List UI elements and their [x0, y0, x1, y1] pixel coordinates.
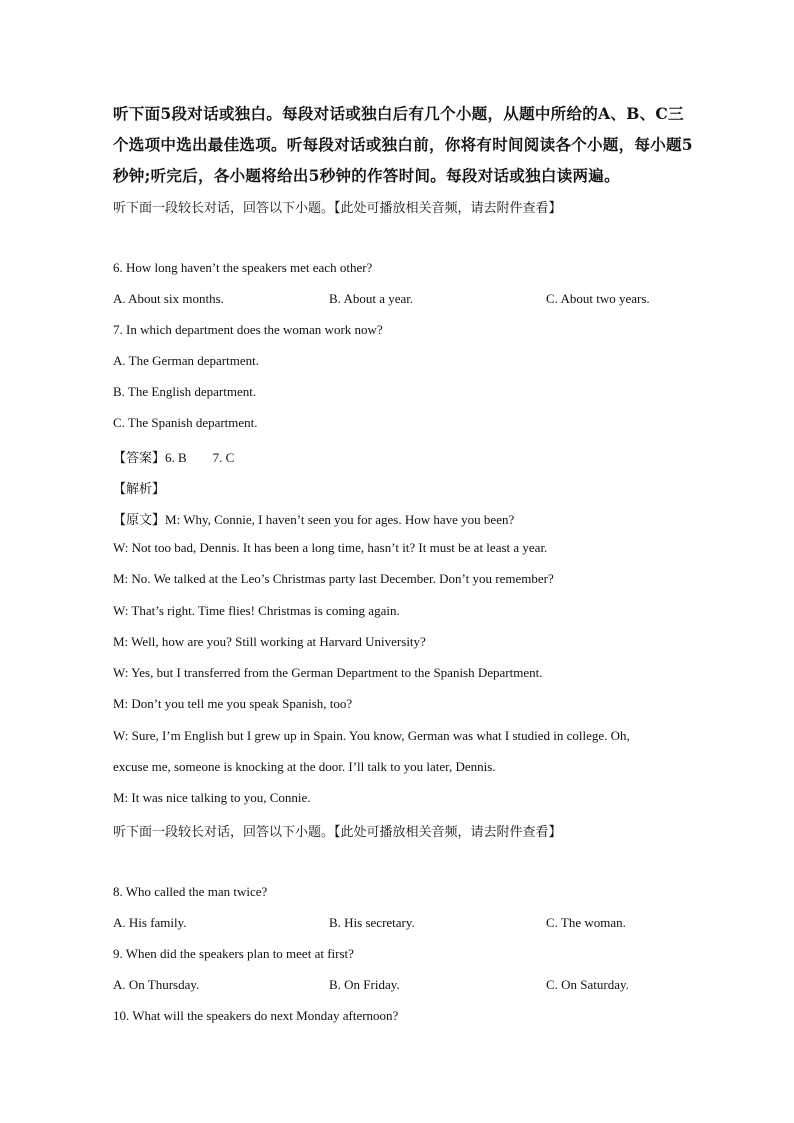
q9-option-c: C. On Saturday.: [546, 977, 629, 992]
transcript-line-2: W: Not too bad, Dennis. It has been a long time, hasn’t it? It must be at least a year.: [113, 540, 548, 555]
question-7: 7. In which department does the woman work now?: [113, 322, 383, 337]
q9-option-a: A. On Thursday.: [113, 977, 200, 992]
q8-option-a: A. His family.: [113, 915, 187, 930]
q6-option-b: B. About a year.: [329, 291, 414, 306]
question-8: 8. Who called the man twice?: [113, 884, 268, 899]
q7-option-c: C. The Spanish department.: [113, 415, 258, 430]
transcript-line-1: [113, 509, 514, 528]
answer-label: 【答案】: [113, 451, 166, 466]
q8-option-b: B. His secretary.: [329, 915, 415, 930]
q8-option-c: C. The woman.: [546, 915, 626, 930]
answer-values: 6. B 7. C: [165, 450, 235, 465]
listening-instructions: 听下面5段对话或独白。每段对话或独白后有几个小题，从题中所给的A、B、C三个选项中选出最佳选项。听每段对话或独白前，你将有时间阅读各个小题，每小题5秒钟;听完后，各小题将给出5秒钟的作答时间。每段对话或独白读两遍。: [113, 104, 693, 185]
transcript-line-4: W: That’s right. Time flies! Christmas is coming again.: [113, 603, 400, 618]
q6-option-c: C. About two years.: [546, 291, 650, 306]
transcript-text: M: Why, Connie, I haven’t seen you for ages. How have you been?: [165, 512, 515, 527]
transcript-line-8: W: Sure, I’m English but I grew up in Spain. You know, German was what I studied in college. Oh,: [113, 728, 630, 743]
transcript-line-6: W: Yes, but I transferred from the German Department to the Spanish Department.: [113, 665, 543, 680]
transcript-line-5: M: Well, how are you? Still working at Harvard University?: [113, 634, 426, 649]
question-10: 10. What will the speakers do next Monday afternoon?: [113, 1008, 399, 1023]
transcript-line-10: M: It was nice talking to you, Connie.: [113, 790, 311, 805]
question-6: 6. How long haven’t the speakers met each other?: [113, 260, 373, 275]
transcript-line-9: excuse me, someone is knocking at the door. I’ll talk to you later, Dennis.: [113, 759, 496, 774]
transcript-line-3: M: No. We talked at the Leo’s Christmas party last December. Don’t you remember?: [113, 571, 554, 586]
section2-intro: 听下面一段较长对话，回答以下小题。【此处可播放相关音频，请去附件查看】: [113, 825, 562, 840]
q7-option-b: B. The English department.: [113, 384, 257, 399]
q9-option-b: B. On Friday.: [329, 977, 400, 992]
transcript-line-7: M: Don’t you tell me you speak Spanish, too?: [113, 696, 353, 711]
transcript-label: 【原文】: [113, 513, 166, 528]
q6-option-a: A. About six months.: [113, 291, 224, 306]
q7-option-a: A. The German department.: [113, 353, 259, 368]
answer-line: [113, 447, 234, 466]
section1-intro: 听下面一段较长对话，回答以下小题。【此处可播放相关音频，请去附件查看】: [113, 201, 562, 216]
analysis-label: 【解析】: [113, 482, 166, 497]
question-9: 9. When did the speakers plan to meet at first?: [113, 946, 354, 961]
